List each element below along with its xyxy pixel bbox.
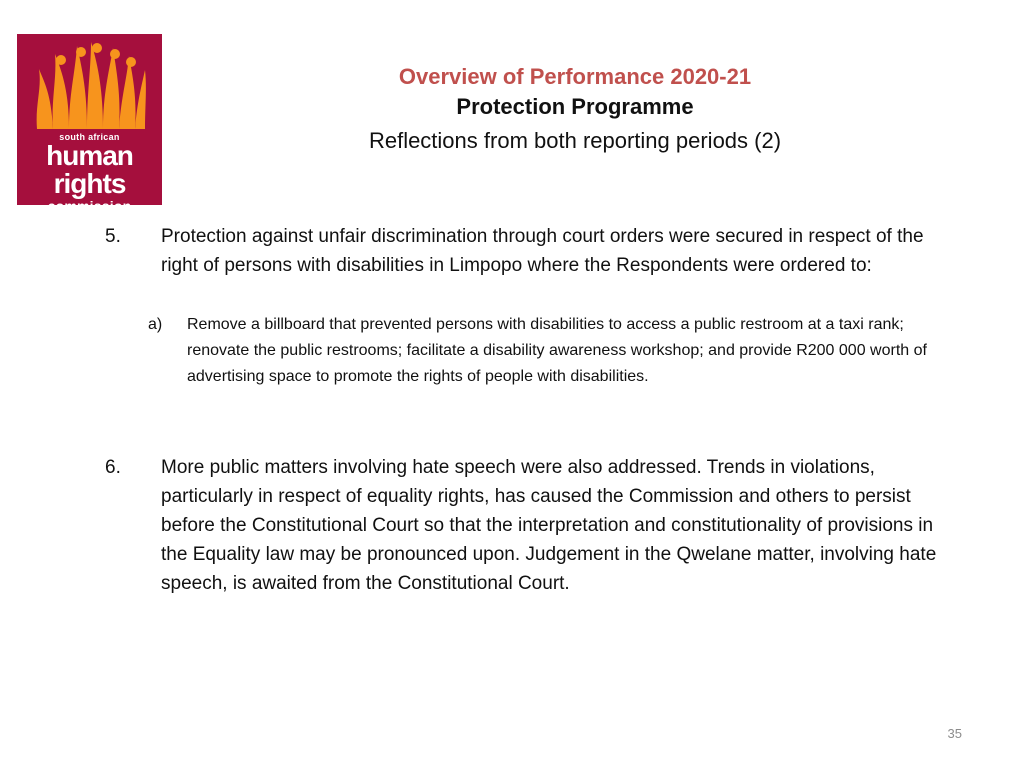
logo-text-human: human	[46, 140, 133, 171]
logo-text-rights: rights	[53, 168, 126, 199]
slide-header	[240, 62, 910, 160]
logo-text-south-african: south african	[59, 132, 120, 142]
sub-item-a	[148, 312, 948, 390]
list-item-5	[105, 222, 955, 280]
slide-title: Overview of Performance 2020-21	[398, 64, 752, 89]
sahrc-logo	[17, 34, 162, 214]
slide-caption: Reflections from both reporting periods (2)	[368, 128, 782, 153]
slide-subtitle: Protection Programme	[456, 94, 694, 119]
flame-figures-icon	[17, 34, 162, 134]
sub-item-letter: a)	[148, 316, 163, 333]
list-item-number: 5.	[105, 226, 121, 247]
list-item-text: Protection against unfair discrimination through court orders were secured in respect of the right of persons with disabilities in Limpopo where the Respondents were ordered to:	[161, 226, 924, 276]
list-item-number: 6.	[105, 457, 121, 478]
logo-text-commission: commission	[47, 198, 132, 214]
list-item-6	[105, 453, 955, 598]
sub-item-text: Remove a billboard that prevented persons with disabilities to access a public restroom at a taxi rank; renovate the public restrooms; facilitate a disability awareness workshop; and provide R200 000 worth of advertising space to promote the rights of people with disabilities.	[187, 316, 927, 385]
list-item-text: More public matters involving hate speech were also addressed. Trends in violations, particularly in respect of equality rights, has caused the Commission and others to persist before the Constitutional Court so that the interpretation and constitutionality of provisions in the Equality law may be pronounced upon. Judgement in the Qwelane matter, involving hate speech, is awaited from the Constitutional Court.	[161, 457, 937, 594]
page-number: 35	[947, 726, 962, 741]
